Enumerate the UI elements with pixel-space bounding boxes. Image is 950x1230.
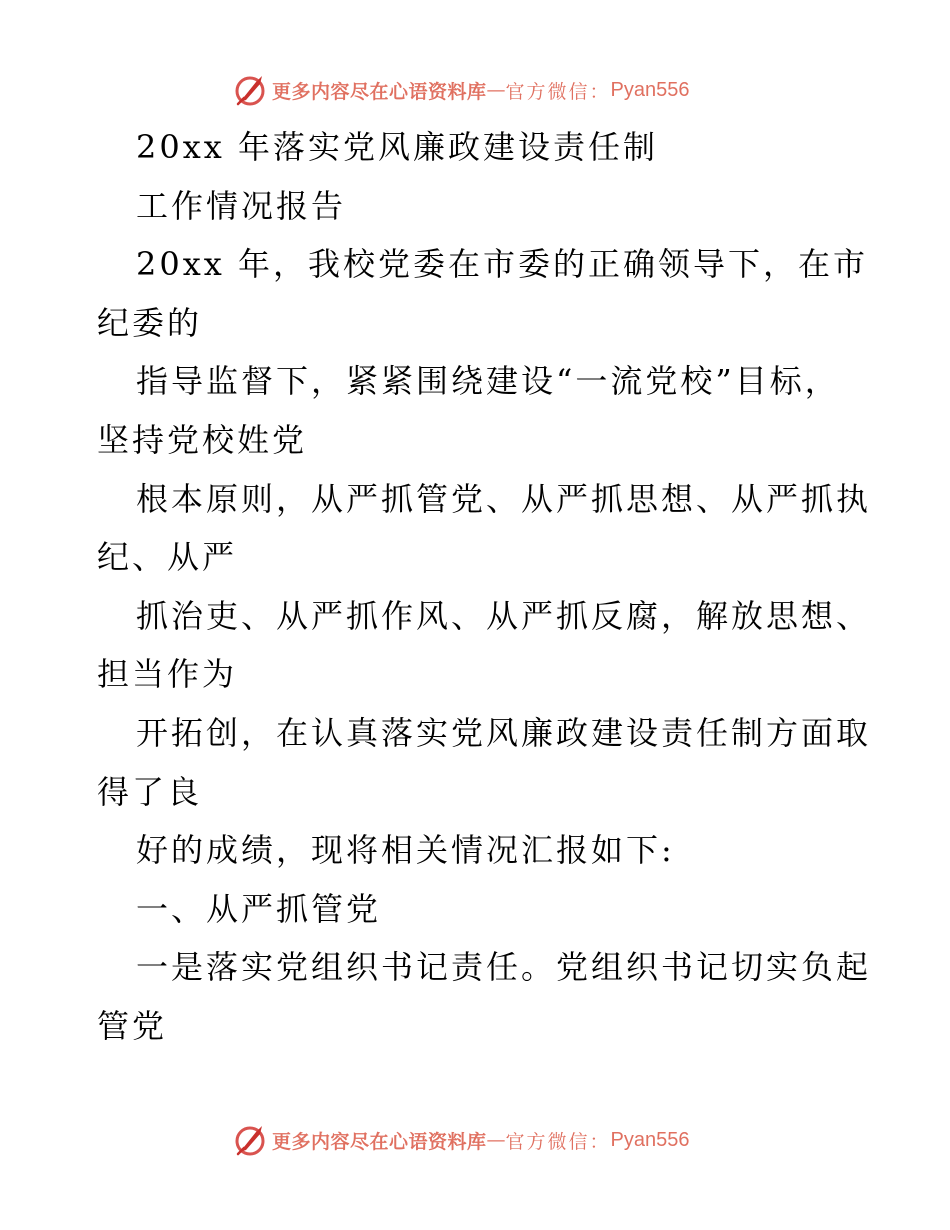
- quill-pen-logo-icon: [232, 1122, 268, 1158]
- section-heading: 一、从严抓管党: [136, 889, 382, 928]
- document-title-line-1: 20xx 年落实党风廉政建设责任制: [136, 128, 658, 166]
- paragraph-line: 一是落实党组织书记责任。党组织书记切实负起: [136, 948, 872, 987]
- watermark-separator: —: [486, 79, 506, 101]
- paragraph-line: 担当作为: [97, 655, 238, 694]
- paragraph-line: 坚持党校姓党: [97, 420, 308, 459]
- paragraph-line: 20xx 年，我校党委在市委的正确领导下，在市: [136, 245, 868, 284]
- paragraph-line: 根本原则，从严抓管党、从严抓思想、从严抓执: [136, 479, 872, 518]
- watermark-wechat-id: Pyan556: [610, 1128, 690, 1151]
- paragraph-line: 得了良: [97, 772, 203, 811]
- document-body: [97, 118, 872, 1056]
- watermark-text: 更多内容尽在心语资料库: [272, 1130, 487, 1153]
- watermark-separator: —: [486, 1129, 506, 1151]
- watermark-wechat-label: 官方微信：: [505, 1130, 611, 1153]
- watermark-text: 更多内容尽在心语资料库: [272, 80, 487, 103]
- paragraph-line: 纪、从严: [97, 538, 238, 577]
- watermark-wechat-label: 官方微信：: [505, 80, 611, 103]
- paragraph-line: 抓治吏、从严抓作风、从严抓反腐，解放思想、: [136, 596, 872, 635]
- watermark-wechat-id: Pyan556: [610, 78, 690, 101]
- paragraph-line: 纪委的: [97, 303, 203, 342]
- quill-pen-logo-icon: [232, 72, 268, 108]
- paragraph-line: 管党: [97, 1006, 168, 1045]
- paragraph-line: 开拓创，在认真落实党风廉政建设责任制方面取: [136, 713, 872, 752]
- paragraph-line: 指导监督下，紧紧围绕建设“一流党校”目标，: [136, 362, 840, 401]
- header-watermark: [232, 70, 690, 110]
- paragraph-line: 好的成绩，现将相关情况汇报如下:: [136, 831, 675, 870]
- footer-watermark: [232, 1120, 690, 1160]
- document-title-line-2: 工作情况报告: [136, 186, 347, 225]
